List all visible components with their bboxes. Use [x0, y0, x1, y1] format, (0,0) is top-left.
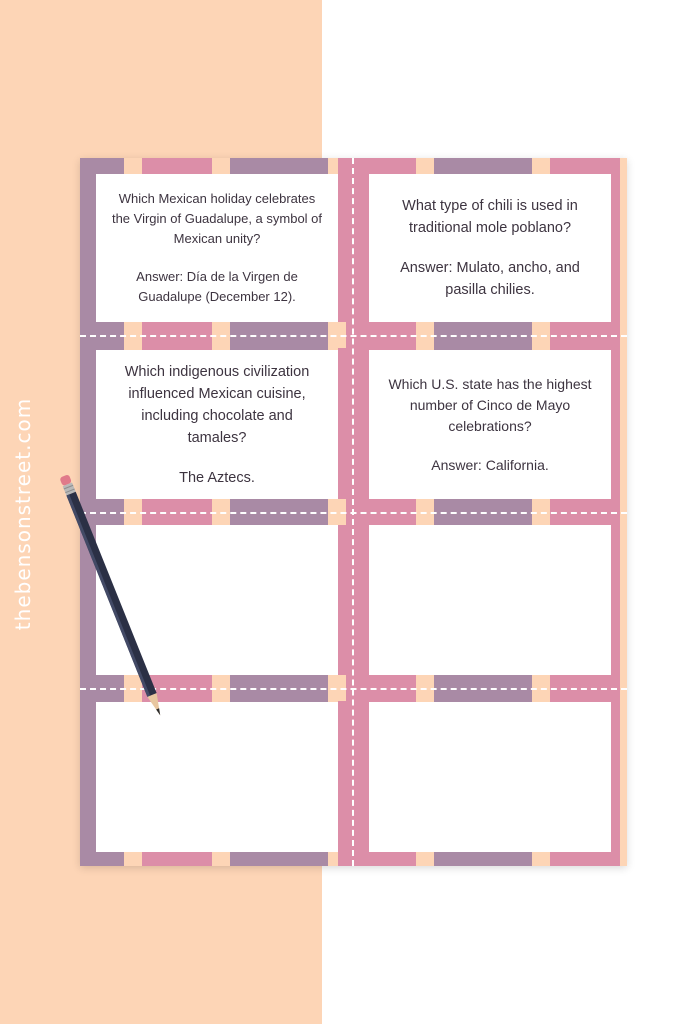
card-question: Which U.S. state has the highest number of Cinco de Mayo celebrations?	[388, 375, 592, 434]
flashcard-2	[369, 174, 611, 322]
flashcard-4	[369, 350, 611, 499]
flashcard-1	[96, 174, 338, 322]
blank-flashcard	[369, 702, 611, 852]
watermark-text: thebensonstreet.com	[11, 397, 35, 631]
flashcard-3	[96, 350, 338, 499]
horizontal-cut-line	[80, 688, 627, 690]
card-answer: Answer: California.	[431, 456, 549, 473]
blank-flashcard	[369, 525, 611, 675]
card-question: What type of chili is used in traditional mole poblano?	[402, 198, 578, 236]
card-answer: Answer: Día de la Virgen de Guadalupe (December 12).	[136, 269, 298, 304]
blank-flashcard	[96, 702, 338, 852]
card-answer: The Aztecs.	[179, 469, 255, 486]
blank-flashcard	[96, 525, 338, 675]
horizontal-cut-line	[80, 512, 627, 514]
card-question: Which Mexican holiday celebrates the Virgin of Guadalupe, a symbol of Mexican unity?	[111, 191, 323, 246]
flashcard-sheet	[80, 158, 627, 866]
card-answer: Answer: Mulato, ancho, and pasilla chilies.	[400, 260, 580, 298]
card-question: Which indigenous civilization influenced Mexican cuisine, including chocolate and tamales?	[124, 363, 310, 446]
horizontal-cut-line	[80, 335, 627, 337]
